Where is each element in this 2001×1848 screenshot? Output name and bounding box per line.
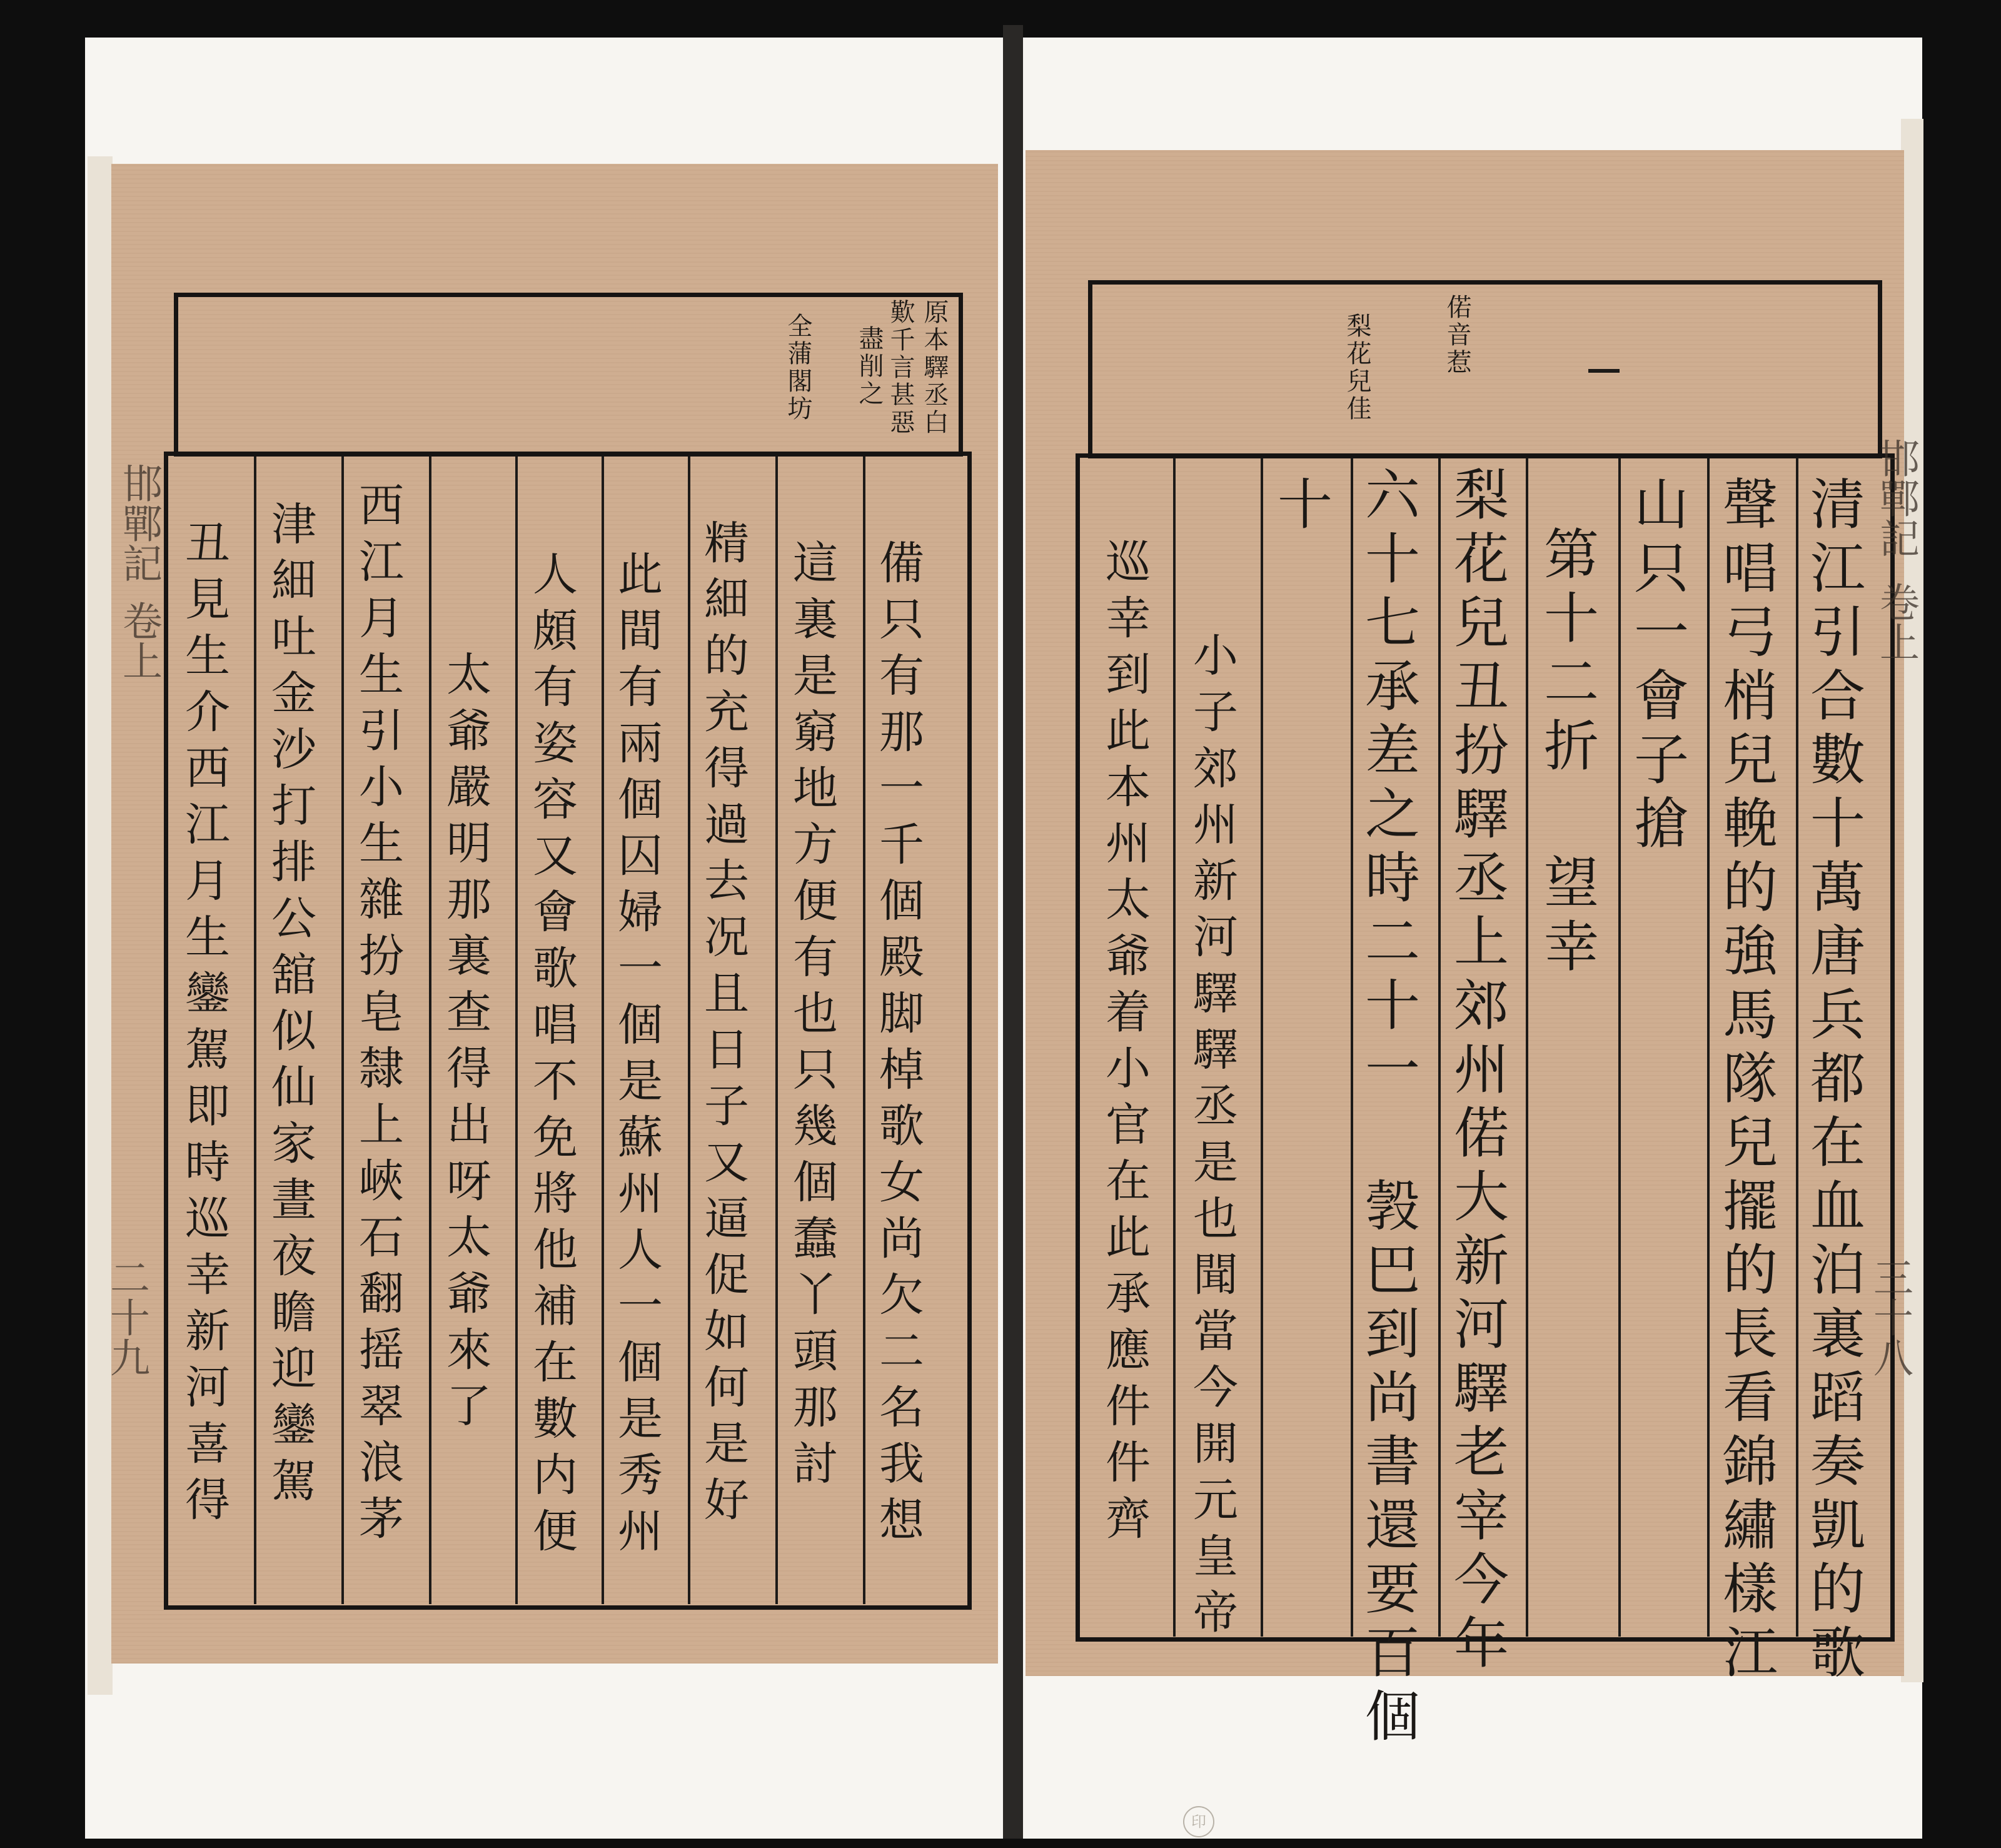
right-header-note-1: 偌音惹 — [1443, 294, 1471, 376]
left-column-rule — [602, 457, 604, 1604]
right-text-column-7: 十 — [1269, 475, 1333, 539]
right-text-column-6: 六十七承差之時二十一 㝅巴到尚書還要百個 — [1356, 466, 1421, 1751]
left-column-rule — [515, 457, 518, 1604]
left-header-note-1: 原本驛丞白 — [920, 299, 949, 437]
left-text-column-9: 丑見生介西江月生鑾駕即時巡幸新河喜得 — [178, 519, 230, 1532]
right-page-stack — [1901, 119, 1923, 1682]
left-header-note-2: 歎千言甚惡 — [886, 299, 915, 437]
right-column-rule — [1173, 458, 1176, 1637]
left-text-column-2: 這裏是窮地方便有也只幾個蠢丫頭那討 — [785, 539, 838, 1496]
right-text-column-1: 清江引合數十萬唐兵都在血泊裏蹈奏凱的歌 — [1802, 475, 1866, 1687]
right-text-column-8: 小子郊州新河驛驛丞是也聞當今開元皇帝 — [1186, 632, 1238, 1645]
left-edge-page: 二十九 — [103, 1257, 149, 1377]
left-header-note-4: 全蒲閣坊 — [784, 313, 812, 423]
left-edge-title: 邯鄲記 — [116, 463, 162, 583]
library-seal-mark: 印 — [1183, 1806, 1214, 1837]
left-text-column-4: 此間有兩個囚婦一個是蘇州人一個是秀州 — [610, 550, 663, 1563]
right-header-note-2: 梨花兒佳 — [1343, 313, 1371, 423]
right-edge-title: 邯鄲記 — [1873, 438, 1919, 558]
left-header-note-3: 盡削之 — [855, 325, 884, 408]
left-edge-volume: 卷上 — [116, 600, 162, 680]
right-text-column-3: 山只一會子搶 — [1625, 475, 1690, 858]
left-text-column-8: 津細吐金沙打排公舘似仙家晝夜瞻迎鑾駕 — [264, 500, 316, 1513]
left-column-rule — [863, 457, 865, 1604]
right-column-rule — [1796, 458, 1798, 1637]
right-text-column-2: 聲唱弓梢兒輓的強馬隊兒擺的長看錦繡樣江 — [1714, 475, 1778, 1687]
left-page-stack — [88, 156, 113, 1695]
right-edge-volume: 卷上 — [1873, 582, 1919, 662]
right-column-rule — [1707, 458, 1710, 1637]
right-text-column-4: 第十二折 望幸 — [1535, 525, 1600, 981]
left-text-column-5: 人頗有姿容又會歌唱不免將他補在數内便 — [525, 550, 578, 1563]
right-column-rule — [1438, 458, 1441, 1637]
left-column-rule — [775, 457, 778, 1604]
left-column-rule — [688, 457, 690, 1604]
right-column-rule — [1351, 458, 1353, 1637]
right-column-rule — [1618, 458, 1621, 1637]
header-dash-mark — [1588, 369, 1620, 373]
left-column-rule — [341, 457, 344, 1604]
right-header-frame — [1088, 280, 1882, 458]
left-column-rule — [429, 457, 431, 1604]
left-text-column-3: 精細的充得過去况且日子又逼促如何是好 — [697, 519, 749, 1532]
right-edge-page: 三十八 — [1867, 1257, 1913, 1377]
right-text-column-5: 梨花兒丑扮驛丞上郊州偌大新河驛老宰今年 — [1445, 466, 1510, 1678]
right-column-rule — [1261, 458, 1263, 1637]
book-gutter — [1003, 25, 1023, 1839]
left-header-frame — [174, 293, 963, 457]
left-column-rule — [254, 457, 256, 1604]
left-text-column-6: 太爺嚴明那裏查得出呀太爺來了 — [439, 650, 491, 1438]
left-text-column-1: 備只有那一千個殿脚棹歌女尚欠二名我想 — [872, 539, 924, 1552]
right-column-rule — [1526, 458, 1528, 1637]
left-text-column-7: 西江月生引小生雜扮皂隸上峽石翻摇翠浪茅 — [351, 482, 404, 1551]
right-text-column-9: 巡幸到此本州太爺着小官在此承應件件齊 — [1098, 538, 1151, 1551]
